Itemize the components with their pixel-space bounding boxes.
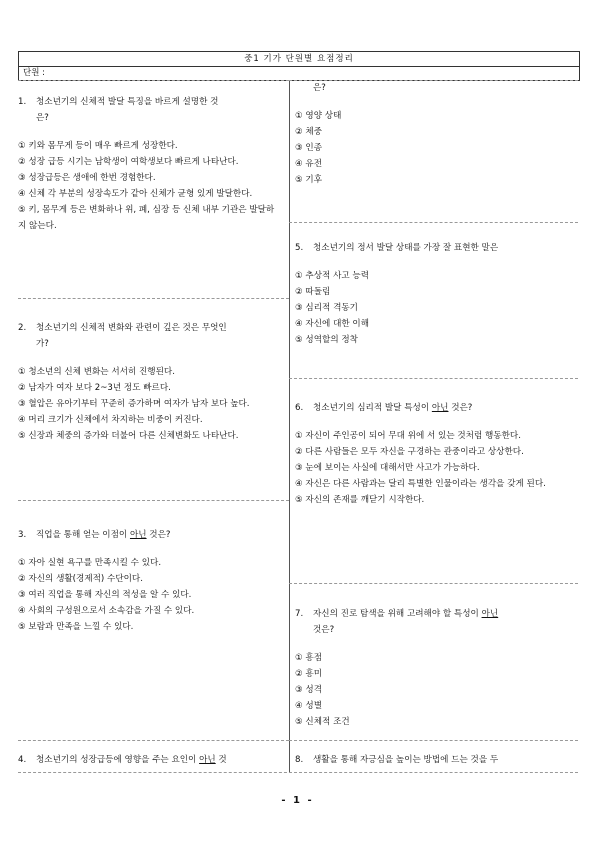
question-text: 청소년기의 성장급등에 영향을 주는 요인이: [36, 755, 200, 765]
option-2: ② 성장 급등 시기는 남학생이 여학생보다 빠르게 나타난다.: [18, 157, 239, 167]
option-5: ⑤ 신체적 조건: [295, 717, 350, 727]
option-2: ② 남자가 여자 보다 2~3년 정도 빠르다.: [18, 383, 171, 393]
option-2: ② 다른 사람들은 모두 자신을 구경하는 관중이라고 상상한다.: [295, 447, 524, 457]
question-text-end: 것: [215, 755, 227, 765]
option-4: ④ 자신에 대한 이해: [295, 319, 370, 329]
option-4: ④ 머리 크기가 신체에서 차지하는 비중이 커진다.: [18, 415, 203, 425]
option-1: ① 자신이 주인공이 되어 무대 위에 서 있는 것처럼 행동한다.: [295, 431, 521, 441]
separator: [18, 772, 578, 773]
option-list: [295, 268, 555, 348]
separator: [18, 500, 289, 501]
question-number: 2.: [18, 323, 27, 333]
separator: [289, 378, 578, 379]
option-2: ② 자신의 생활(경제적) 수단이다.: [18, 574, 143, 584]
option-5: ⑤ 기후: [295, 175, 323, 185]
question-number: 6.: [295, 403, 304, 413]
option-4: ④ 신체 각 부분의 성장속도가 같아 신체가 균형 있게 발달한다.: [18, 189, 253, 199]
option-1: ① 청소년의 신체 변화는 서서히 진행된다.: [18, 367, 175, 377]
option-5: ⑤ 신장과 체중의 증가와 더불어 다른 신체변화도 나타난다.: [18, 431, 239, 441]
question-text: 자신의 진로 탐색을 위해 고려해야 할 특성이: [313, 609, 482, 619]
question-number: 3.: [18, 530, 27, 540]
option-5: ⑤ 자신의 존재를 깨닫기 시작한다.: [295, 495, 425, 505]
question-text: 생활을 통해 자긍심을 높이는 방법에 드는 것을 두: [313, 755, 499, 765]
option-list: [18, 555, 282, 635]
option-3: ③ 인종: [295, 143, 323, 153]
option-list: [18, 138, 282, 234]
page-number: - 1 -: [281, 795, 314, 806]
separator: [18, 80, 289, 81]
option-1: ① 흥점: [295, 653, 323, 663]
question-text-cont: 은?: [36, 113, 49, 123]
option-1: ① 영양 상태: [295, 111, 342, 121]
option-1: ① 키와 몸무게 등이 매우 빠르게 성장한다.: [18, 141, 178, 151]
option-4: ④ 유전: [295, 159, 323, 169]
question-number: 1.: [18, 97, 27, 107]
question-4: [18, 752, 282, 768]
question-6: [295, 400, 555, 508]
underlined-word: 아닌: [129, 530, 147, 540]
column-divider: [289, 80, 290, 772]
question-4-continued: [295, 80, 555, 188]
option-4: ④ 사회의 구성원으로서 소속감을 가질 수 있다.: [18, 606, 195, 616]
option-3: ③ 성장급등은 생애에 한번 경험한다.: [18, 173, 156, 183]
option-2: ② 체중: [295, 127, 323, 137]
option-1: ① 추상적 사고 능력: [295, 271, 370, 281]
question-number: 5.: [295, 243, 304, 253]
underlined-word: 아닌: [481, 609, 499, 619]
question-text: 청소년기의 신체적 변화와 관련이 깊은 것은 무엇인: [36, 323, 227, 333]
option-list: [295, 650, 555, 730]
separator: [289, 583, 578, 584]
option-1: ① 자아 실현 욕구를 만족시킬 수 있다.: [18, 558, 162, 568]
option-list: [18, 364, 282, 444]
question-text: 청소년기의 신체적 발달 특징을 바르게 설명한 것: [36, 97, 219, 107]
question-text-cont: 가?: [36, 339, 49, 349]
question-number: 8.: [295, 755, 304, 765]
question-number: 4.: [18, 755, 27, 765]
option-3: ③ 여러 직업을 통해 자신의 적성을 알 수 있다.: [18, 590, 192, 600]
header-box: [18, 51, 580, 81]
option-4: ④ 자신은 다른 사람과는 달리 특별한 인물이라는 생각을 갖게 된다.: [295, 479, 546, 489]
question-text-cont: 것은?: [313, 625, 335, 635]
option-5: ⑤ 성역할의 정착: [295, 335, 358, 345]
question-8: [295, 752, 555, 768]
option-2: ② 따돌림: [295, 287, 331, 297]
question-text: 직업을 통해 얻는 이점이: [36, 530, 130, 540]
option-list: [295, 428, 555, 508]
question-number: 7.: [295, 609, 304, 619]
question-text: 청소년기의 심리적 발달 특성이: [313, 403, 432, 413]
unit-label: 단원 :: [23, 68, 45, 78]
separator: [289, 222, 578, 223]
separator: [18, 298, 289, 299]
option-5: ⑤ 키, 몸무게 등은 변화하나 위, 폐, 심장 등 신체 내부 기관은 발달하지 않는다.: [18, 205, 275, 231]
question-text-cont: 은?: [313, 83, 326, 93]
option-4: ④ 성별: [295, 701, 323, 711]
question-1: [18, 94, 282, 234]
question-3: [18, 527, 282, 635]
option-3: ③ 성격: [295, 685, 323, 695]
underlined-word: 아닌: [431, 403, 449, 413]
option-3: ③ 혈압은 유아기부터 꾸준히 증가하며 여자가 남자 보다 높다.: [18, 399, 250, 409]
separator: [18, 740, 289, 741]
option-5: ⑤ 보람과 만족을 느낄 수 있다.: [18, 622, 134, 632]
question-text: 청소년기의 정서 발달 상태를 가장 잘 표현한 말은: [313, 243, 499, 253]
question-5: [295, 240, 555, 348]
option-3: ③ 심리적 격동기: [295, 303, 358, 313]
question-text-end: 것은?: [146, 530, 171, 540]
separator: [289, 740, 578, 741]
page-title: 중1 기가 단원별 요점정리: [19, 52, 579, 67]
option-2: ② 흥미: [295, 669, 323, 679]
underlined-word: 아닌: [199, 755, 216, 765]
question-text-end: 것은?: [448, 403, 473, 413]
question-2: [18, 320, 282, 444]
option-list: [295, 108, 555, 188]
question-7: [295, 606, 555, 730]
option-3: ③ 눈에 보이는 사실에 대해서만 사고가 가능하다.: [295, 463, 480, 473]
